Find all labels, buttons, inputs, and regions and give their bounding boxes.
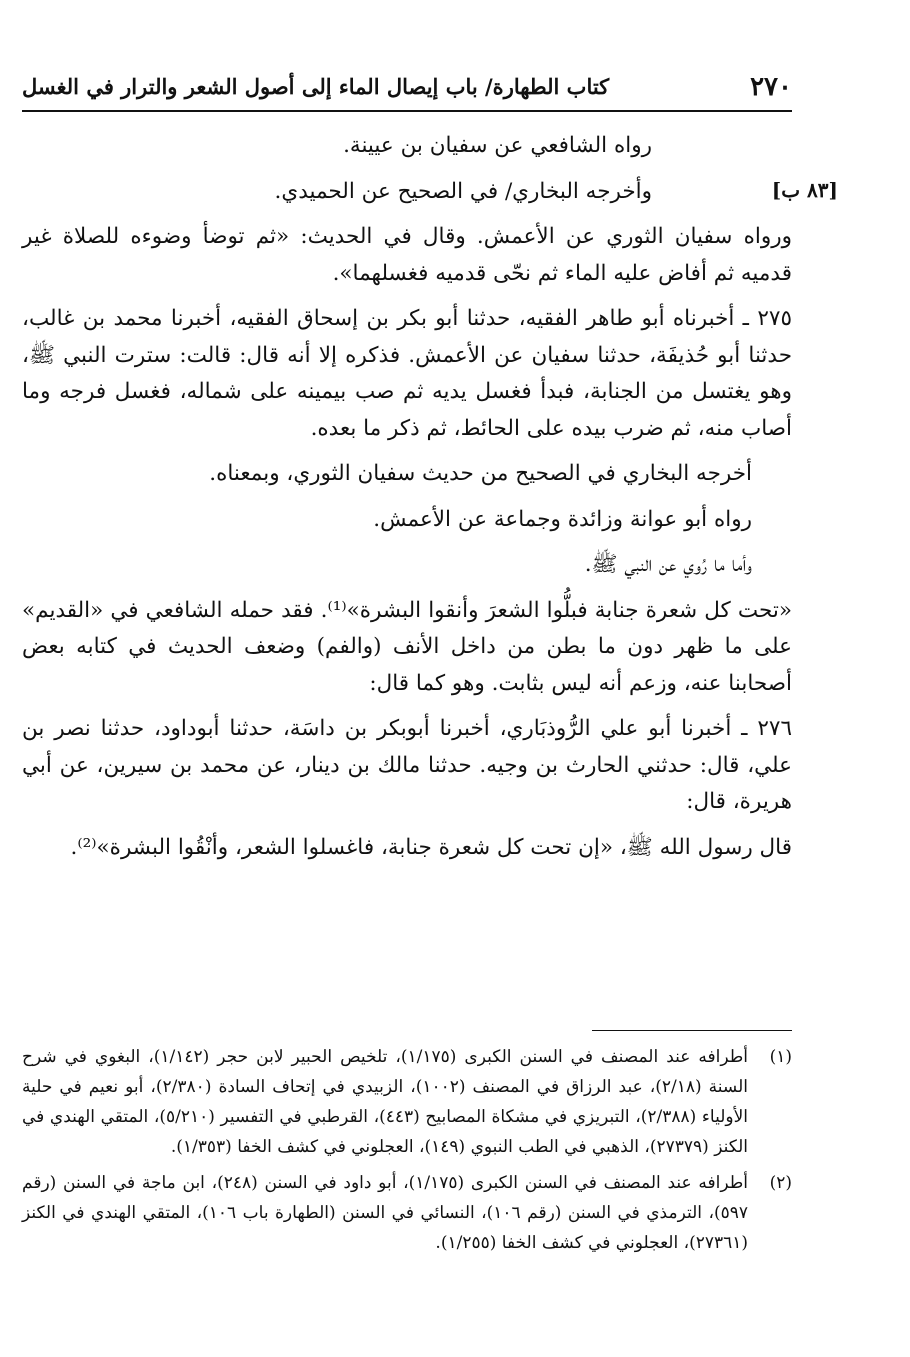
footnote	[22, 1168, 792, 1258]
main-text	[22, 128, 792, 875]
footnote	[22, 1042, 792, 1162]
paragraph: وأخرجه البخاري/ في الصحيح عن الحميدي.	[274, 178, 652, 204]
footnote-text: أطرافه عند المصنف في السنن الكبرى (١/١٧٥)، تلخيص الحبير لابن حجر (١/١٤٢)، البغوي في شرح السنة (٢/١٨)، عبد الرزاق في المصنف (١٠٠٢)، الزبيدي في إتحاف السادة (٢/٣٨٠)، أبو نعيم في حلية الأولياء (٢/٣٨٨)، التبريزي في مشكاة المصابيح (٤٤٣)، القرطبي في التفسير (٥/٢١٠)، المتقي الهندي في الكنز (٢٧٣٧٩)، الذهبي في الطب النبوي (١٤٩)، العجلوني في كشف الخفا (١/٣٥٣).	[22, 1047, 749, 1157]
paragraph: رواه أبو عوانة وزائدة وجماعة عن الأعمش.	[373, 506, 752, 532]
paragraph: وأما ما رُوي عن النبي ﷺ.	[584, 552, 752, 577]
footnote-number: (٢)	[769, 1173, 792, 1193]
paragraph: ورواه سفيان الثوري عن الأعمش. وقال في الحديث: «ثم توضأ وضوءه للصلاة غير قدميه ثم أفاض عليه الماء ثم نحّى قدميه فغسلهما».	[22, 224, 792, 286]
footnote-number: (١)	[769, 1047, 792, 1067]
paragraph: «تحت كل شعرة جنابة فبلُّوا الشعرَ وأنقوا البشرة»⁽¹⁾. فقد حمله الشافعي في «القديم» على ما ظهر دون ما بطن من داخل الأنف (والفم) وضعف الحديث في كتابه بعض أصحابنا عنه، وزعم أنه ليس بثابت. وهو كما قال:	[22, 597, 793, 696]
paragraph: قال رسول الله ﷺ، «إن تحت كل شعرة جنابة، فاغسلوا الشعر، وأنْقُوا البشرة»⁽²⁾.	[70, 834, 792, 860]
paragraph: رواه الشافعي عن سفيان بن عيينة.	[343, 133, 652, 158]
footnote-text: أطرافه عند المصنف في السنن الكبرى (١/١٧٥)، أبو داود في السنن (٢٤٨)، ابن ماجة في السنن (رقم ٥٩٧)، الترمذي في السنن (رقم ١٠٦)، النسائي في السنن (الطهارة باب ١٠٦)، المتقي الهندي في الكنز (٢٧٣٦١)، العجلوني في كشف الخفا (١/٢٥٥).	[22, 1173, 748, 1253]
running-title: كتاب الطهارة/ باب إيصال الماء إلى أصول الشعر والترار في الغسل	[22, 74, 610, 99]
hadith-paragraph: ٢٧٦ ـ أخبرنا أبو علي الرُّوذبَاري، أخبرنا أبوبكر بن داسَة، حدثنا أبوداود، حدثنا نصر بن علي، قال: حدثني الحارث بن وجيه. حدثنا مالك بن دينار، عن محمد بن سيرين، عن أبي هريرة، قال:	[22, 716, 792, 814]
manuscript-folio-marker: [٨٣ ب]	[771, 178, 838, 202]
footnotes	[22, 1042, 792, 1264]
hadith-paragraph: ٢٧٥ ـ أخبرناه أبو طاهر الفقيه، حدثنا أبو بكر بن إسحاق الفقيه، أخبرنا محمد بن غالب، حدثنا أبو حُذيفَة، حدثنا سفيان عن الأعمش. فذكره إلا أنه قال: قالت: سترت النبي ﷺ، وهو يغتسل من الجنابة، فبدأ فغسل يديه ثم صب بيمينه على شماله، فغسل فرجه وما أصاب منه، ثم ضرب بيده على الحائط، ثم ذكر ما بعده.	[22, 306, 792, 441]
page-header	[22, 68, 792, 108]
paragraph: أخرجه البخاري في الصحيح من حديث سفيان الثوري، وبمعناه.	[209, 461, 752, 486]
header-divider	[22, 110, 792, 112]
footnote-divider	[592, 1030, 792, 1031]
page-number: ٢٧٠	[750, 72, 792, 102]
